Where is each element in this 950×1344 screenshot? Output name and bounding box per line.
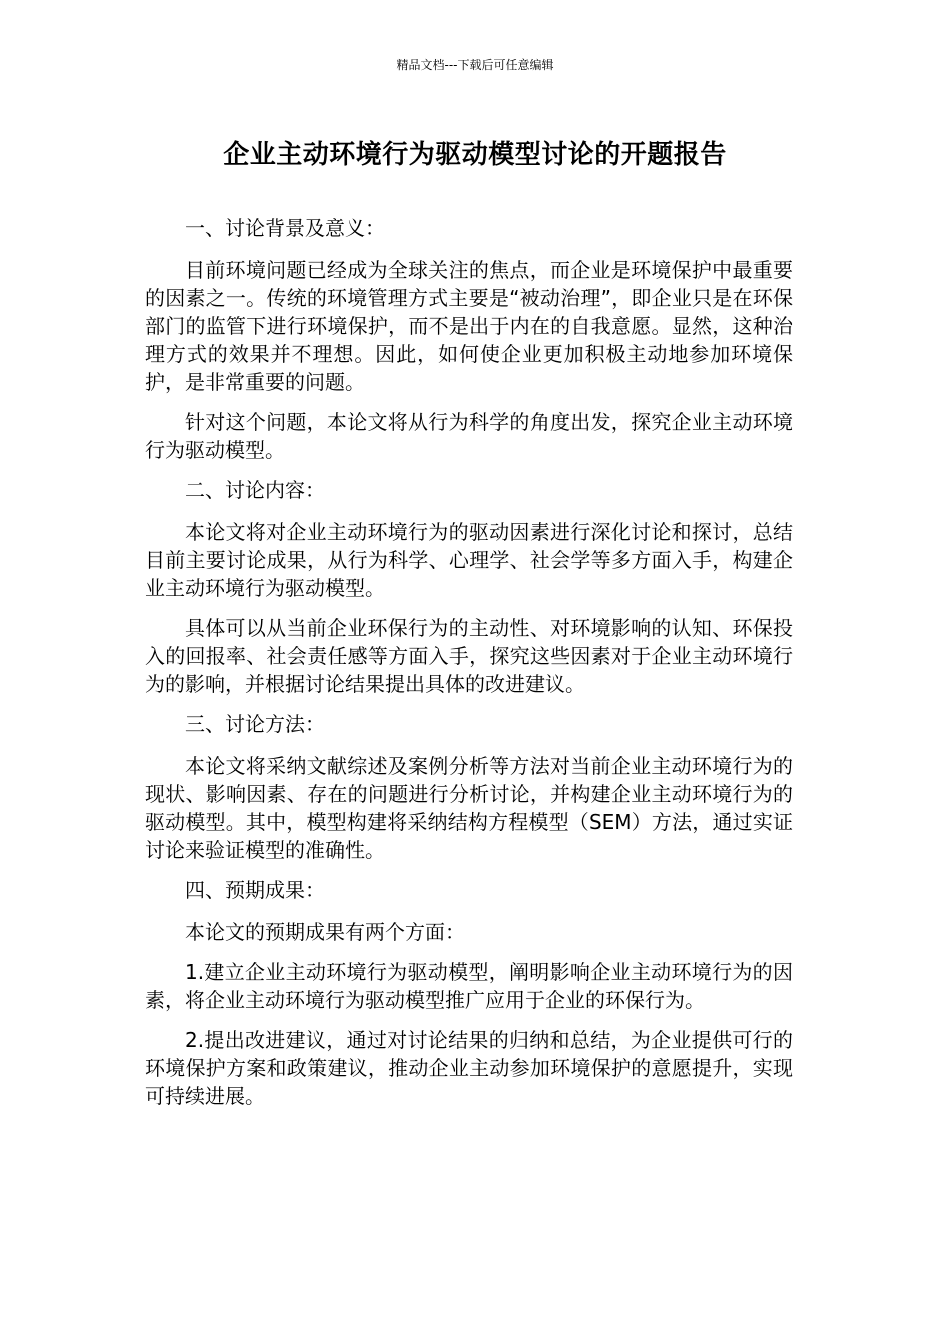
section-heading-background: 一、讨论背景及意义：	[185, 216, 385, 240]
section-heading-method: 三、讨论方法：	[185, 712, 325, 736]
document-body	[145, 214, 793, 1122]
document-title: 企业主动环境行为驱动模型讨论的开题报告	[223, 140, 727, 170]
page-header-note: 精品文档---下载后可任意编辑	[396, 58, 554, 72]
section-heading-content: 二、讨论内容：	[185, 478, 325, 502]
section-heading-outcomes: 四、预期成果：	[185, 878, 325, 902]
paragraph: 具体可以从当前企业环保行为的主动性、对环境影响的认知、环保投入的回报率、社会责任感等方面入手，探究这些因素对于企业主动环境行为的影响，并根据讨论结果提出具体的改进建议。	[145, 616, 793, 696]
paragraph: 针对这个问题，本论文将从行为科学的角度出发，探究企业主动环境行为驱动模型。	[145, 410, 793, 462]
list-item: 2.提出改进建议，通过对讨论结果的归纳和总结，为企业提供可行的环境保护方案和政策建议，推动企业主动参加环境保护的意愿提升，实现可持续进展。	[145, 1028, 793, 1108]
paragraph: 本论文将采纳文献综述及案例分析等方法对当前企业主动环境行为的现状、影响因素、存在的问题进行分析讨论，并构建企业主动环境行为的驱动模型。其中，模型构建将采纳结构方程模型（SEM）方法，通过实证讨论来验证模型的准确性。	[145, 754, 793, 862]
paragraph: 目前环境问题已经成为全球关注的焦点，而企业是环境保护中最重要的因素之一。传统的环境管理方式主要是“被动治理”，即企业只是在环保部门的监管下进行环境保护，而不是出于内在的自我意愿。显然，这种治理方式的效果并不理想。因此，如何使企业更加积极主动地参加环境保护，是非常重要的问题。	[145, 258, 793, 394]
paragraph: 本论文将对企业主动环境行为的驱动因素进行深化讨论和探讨，总结目前主要讨论成果，从行为科学、心理学、社会学等多方面入手，构建企业主动环境行为驱动模型。	[145, 520, 793, 600]
paragraph: 本论文的预期成果有两个方面：	[185, 920, 465, 944]
list-item: 1.建立企业主动环境行为驱动模型，阐明影响企业主动环境行为的因素，将企业主动环境行为驱动模型推广应用于企业的环保行为。	[145, 960, 793, 1012]
